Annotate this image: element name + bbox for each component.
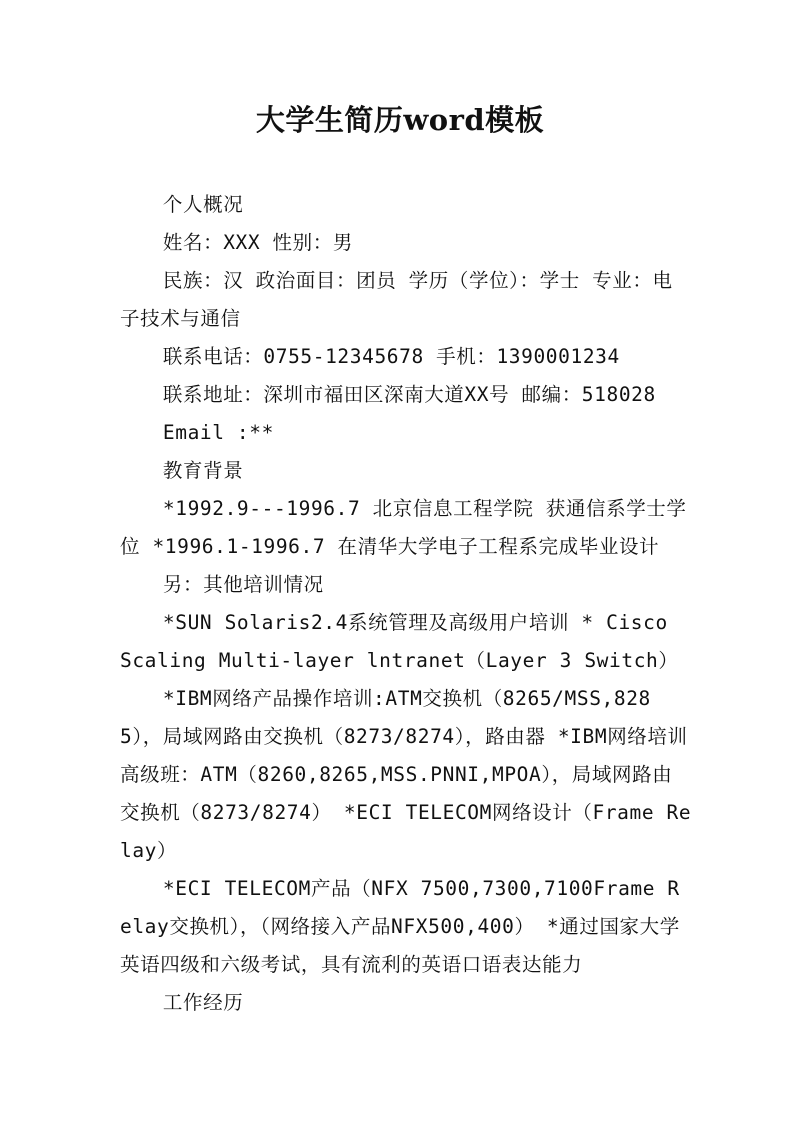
paragraph-training-ibm: *IBM网络产品操作培训:ATM交换机（8265/MSS,8285），局域网路由交换机（8273/8274），路由器 *IBM网络培训高级班：ATM（8260,8265,MSS.PNNI,MPOA），局域网路由交换机（8273/8274） *ECI TELECOM网络设计（Frame Relay） — [120, 687, 692, 862]
paragraph-training-sun-cisco: *SUN Solaris2.4系统管理及高级用户培训 * Cisco Scaling Multi-layer lntranet（Layer 3 Switch） — [120, 611, 679, 672]
section-heading-education: 教育背景 — [162, 459, 244, 482]
section-heading-personal-overview: 个人概况 — [162, 193, 244, 216]
section-heading-work-experience: 工作经历 — [162, 991, 244, 1014]
paragraph-training-eci-english: *ECI TELECOM产品（NFX 7500,7300,7100Frame Relay交换机），（网络接入产品NFX500,400） *通过国家大学英语四级和六级考试，具有流利的英语口语表达能力 — [120, 877, 680, 976]
paragraph-name-gender: 姓名：XXX 性别：男 — [162, 231, 353, 254]
section-heading-other-training: 另：其他培训情况 — [162, 573, 324, 596]
paragraph-ethnicity-major: 民族：汉 政治面目：团员 学历（学位）：学士 专业：电子技术与通信 — [120, 269, 673, 330]
paragraph-email: Email :** — [162, 421, 274, 444]
paragraph-phone: 联系电话：0755-12345678 手机：1390001234 — [162, 345, 620, 368]
document-body — [120, 186, 692, 1022]
paragraph-address: 联系地址：深圳市福田区深南大道XX号 邮编：518028 — [162, 383, 656, 406]
document-title: 大学生简历word模板 — [255, 103, 545, 137]
paragraph-education-history: *1992.9---1996.7 北京信息工程学院 获通信系学士学位 *1996.1-1996.7 在清华大学电子工程系完成毕业设计 — [120, 497, 687, 558]
